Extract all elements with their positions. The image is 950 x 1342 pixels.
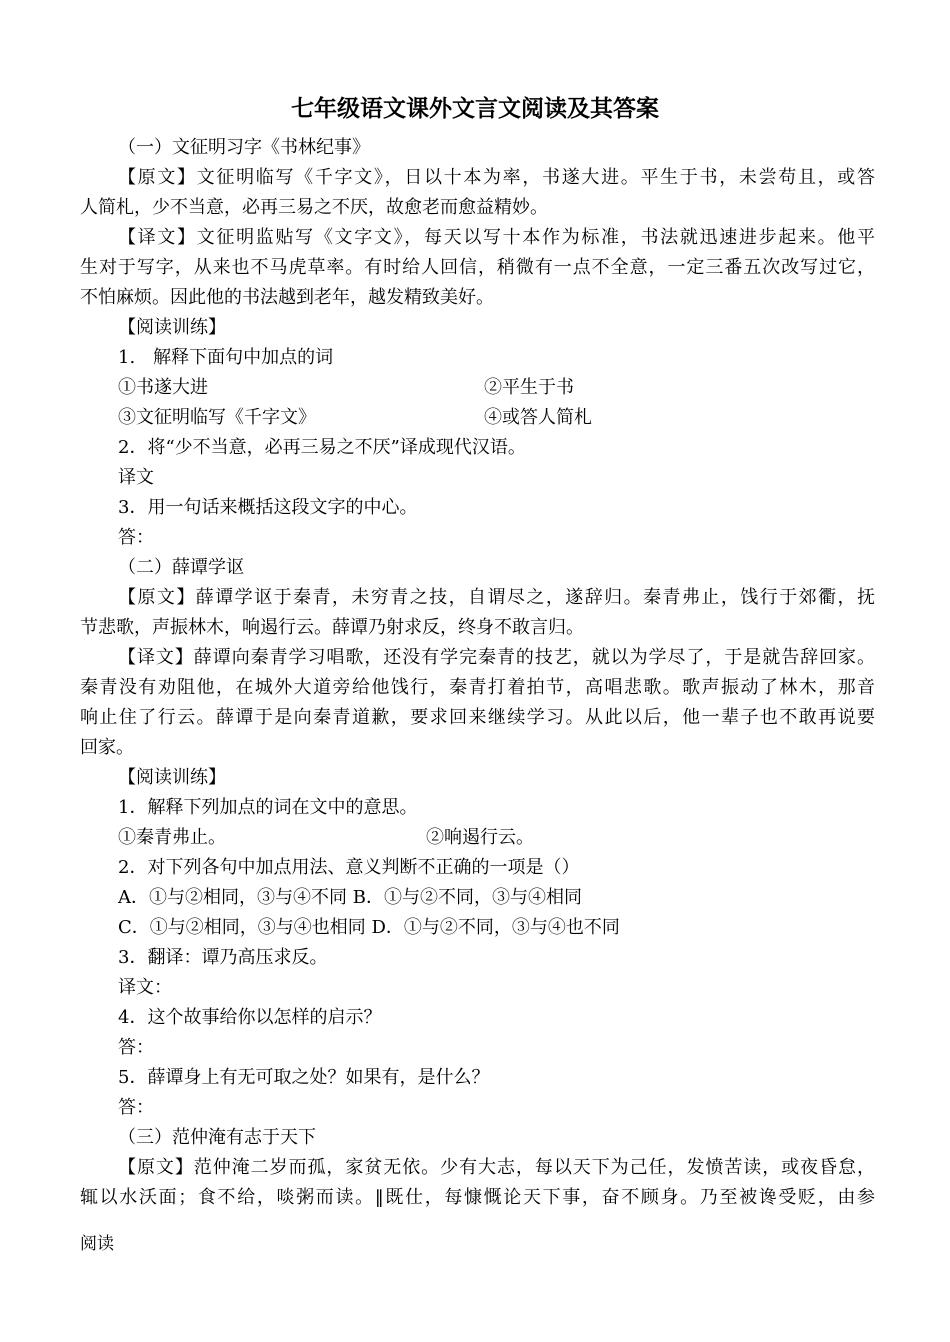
s3-original-line-1: 【原文】范仲淹二岁而孤，家贫无依。少有大志，每以天下为己任，发愤苦读，或夜昏怠， xyxy=(118,1157,875,1178)
s1-translation-line-1: 【译文】文征明监贴写《文字文》，每天以写十本作为标准，书法就迅速进步起来。他平 xyxy=(118,227,875,248)
s2-translation-line-4: 回家。 xyxy=(80,737,134,758)
s2-question-5-answer: 答： xyxy=(118,1097,154,1118)
s2-question-3: 3．翻译：谭乃高压求反。 xyxy=(118,947,328,968)
s2-translation-line-3: 响止住了行云。薛谭于是向秦青道歉，要求回来继续学习。从此以后，他一辈子也不敢再说要 xyxy=(80,707,875,728)
s1-training-heading: 【阅读训练】 xyxy=(118,317,226,338)
s1-question-3: 3．用一句话来概括这段文字的中心。 xyxy=(118,497,418,518)
s2-question-2: 2．对下列各句中加点用法、意义判断不正确的一项是（） xyxy=(118,857,580,878)
s2-question-4-answer: 答： xyxy=(118,1037,154,1058)
s1-q1-item-d: ④或答人简札 xyxy=(484,407,592,428)
section-2-heading: （二）薛谭学讴 xyxy=(118,557,244,578)
s1-original-line-1: 【原文】文征明临写《千字文》，日以十本为率，书遂大进。平生于书，未尝苟且，或答 xyxy=(118,167,875,188)
s1-question-3-answer: 答： xyxy=(118,527,154,548)
s1-translation-line-3: 不怕麻烦。因此他的书法越到老年，越发精致美好。 xyxy=(80,287,494,308)
s2-question-5: 5．薛谭身上有无可取之处？如果有，是什么？ xyxy=(118,1067,490,1088)
s1-q1-item-c: ③文征明临写《千字文》 xyxy=(118,407,316,428)
s1-question-2: 2．将“少不当意，必再三易之不厌”译成现代汉语。 xyxy=(118,437,526,458)
s1-question-1: 1. 解释下面句中加点的词 xyxy=(118,347,334,368)
s2-q1-item-a: ①秦青弗止。 xyxy=(118,827,226,848)
s2-q1-item-b: ②响遏行云。 xyxy=(426,827,534,848)
page-title: 七年级语文课外文言文阅读及其答案 xyxy=(291,96,659,122)
s2-q2-options-ab: A．①与②相同，③与④不同 B．①与②不同，③与④相同 xyxy=(118,887,582,908)
section-3-heading: （三）范仲淹有志于天下 xyxy=(118,1127,316,1148)
s2-training-heading: 【阅读训练】 xyxy=(118,767,226,788)
s2-translation-line-2: 秦青没有劝阻他，在城外大道旁给他饯行，秦青打着拍节，高唱悲歌。歌声振动了林木，那音 xyxy=(80,677,875,698)
s2-question-1: 1．解释下列加点的词在文中的意思。 xyxy=(118,797,418,818)
s2-original-line-1: 【原文】薛谭学讴于秦青，未穷青之技，自谓尽之，遂辞归。秦青弗止，饯行于郊衢，抚 xyxy=(118,587,875,608)
s1-original-line-2: 人简札，少不当意，必再三易之不厌，故愈老而愈益精妙。 xyxy=(80,197,548,218)
s2-question-4: 4．这个故事给你以怎样的启示？ xyxy=(118,1007,382,1028)
s2-question-3-answer: 译文： xyxy=(118,977,172,998)
s1-translation-line-2: 生对于写字，从来也不马虎草率。有时给人回信，稍微有一点不全意，一定三番五次改写过它， xyxy=(80,257,875,278)
section-1-heading: （一）文征明习字《书林纪事》 xyxy=(118,137,370,158)
s2-q2-options-cd: C．①与②相同，③与④也相同 D．①与②不同，③与④也不同 xyxy=(118,917,620,938)
s1-question-2-answer: 译文 xyxy=(118,467,154,488)
page-footer: 阅读 xyxy=(80,1234,114,1254)
s2-original-line-2: 节悲歌，声振林木，响遏行云。薛谭乃射求反，终身不敢言归。 xyxy=(80,617,584,638)
s1-q1-item-b: ②平生于书 xyxy=(484,377,574,398)
s3-original-line-2: 辄以水沃面；食不给，啖粥而读。‖既仕，每慷慨论天下事，奋不顾身。乃至被谗受贬，由参 xyxy=(80,1187,875,1208)
s2-translation-line-1: 【译文】薛谭向秦青学习唱歌，还没有学完秦青的技艺，就以为学尽了，于是就告辞回家。 xyxy=(118,647,875,668)
s1-q1-item-a: ①书遂大进 xyxy=(118,377,208,398)
